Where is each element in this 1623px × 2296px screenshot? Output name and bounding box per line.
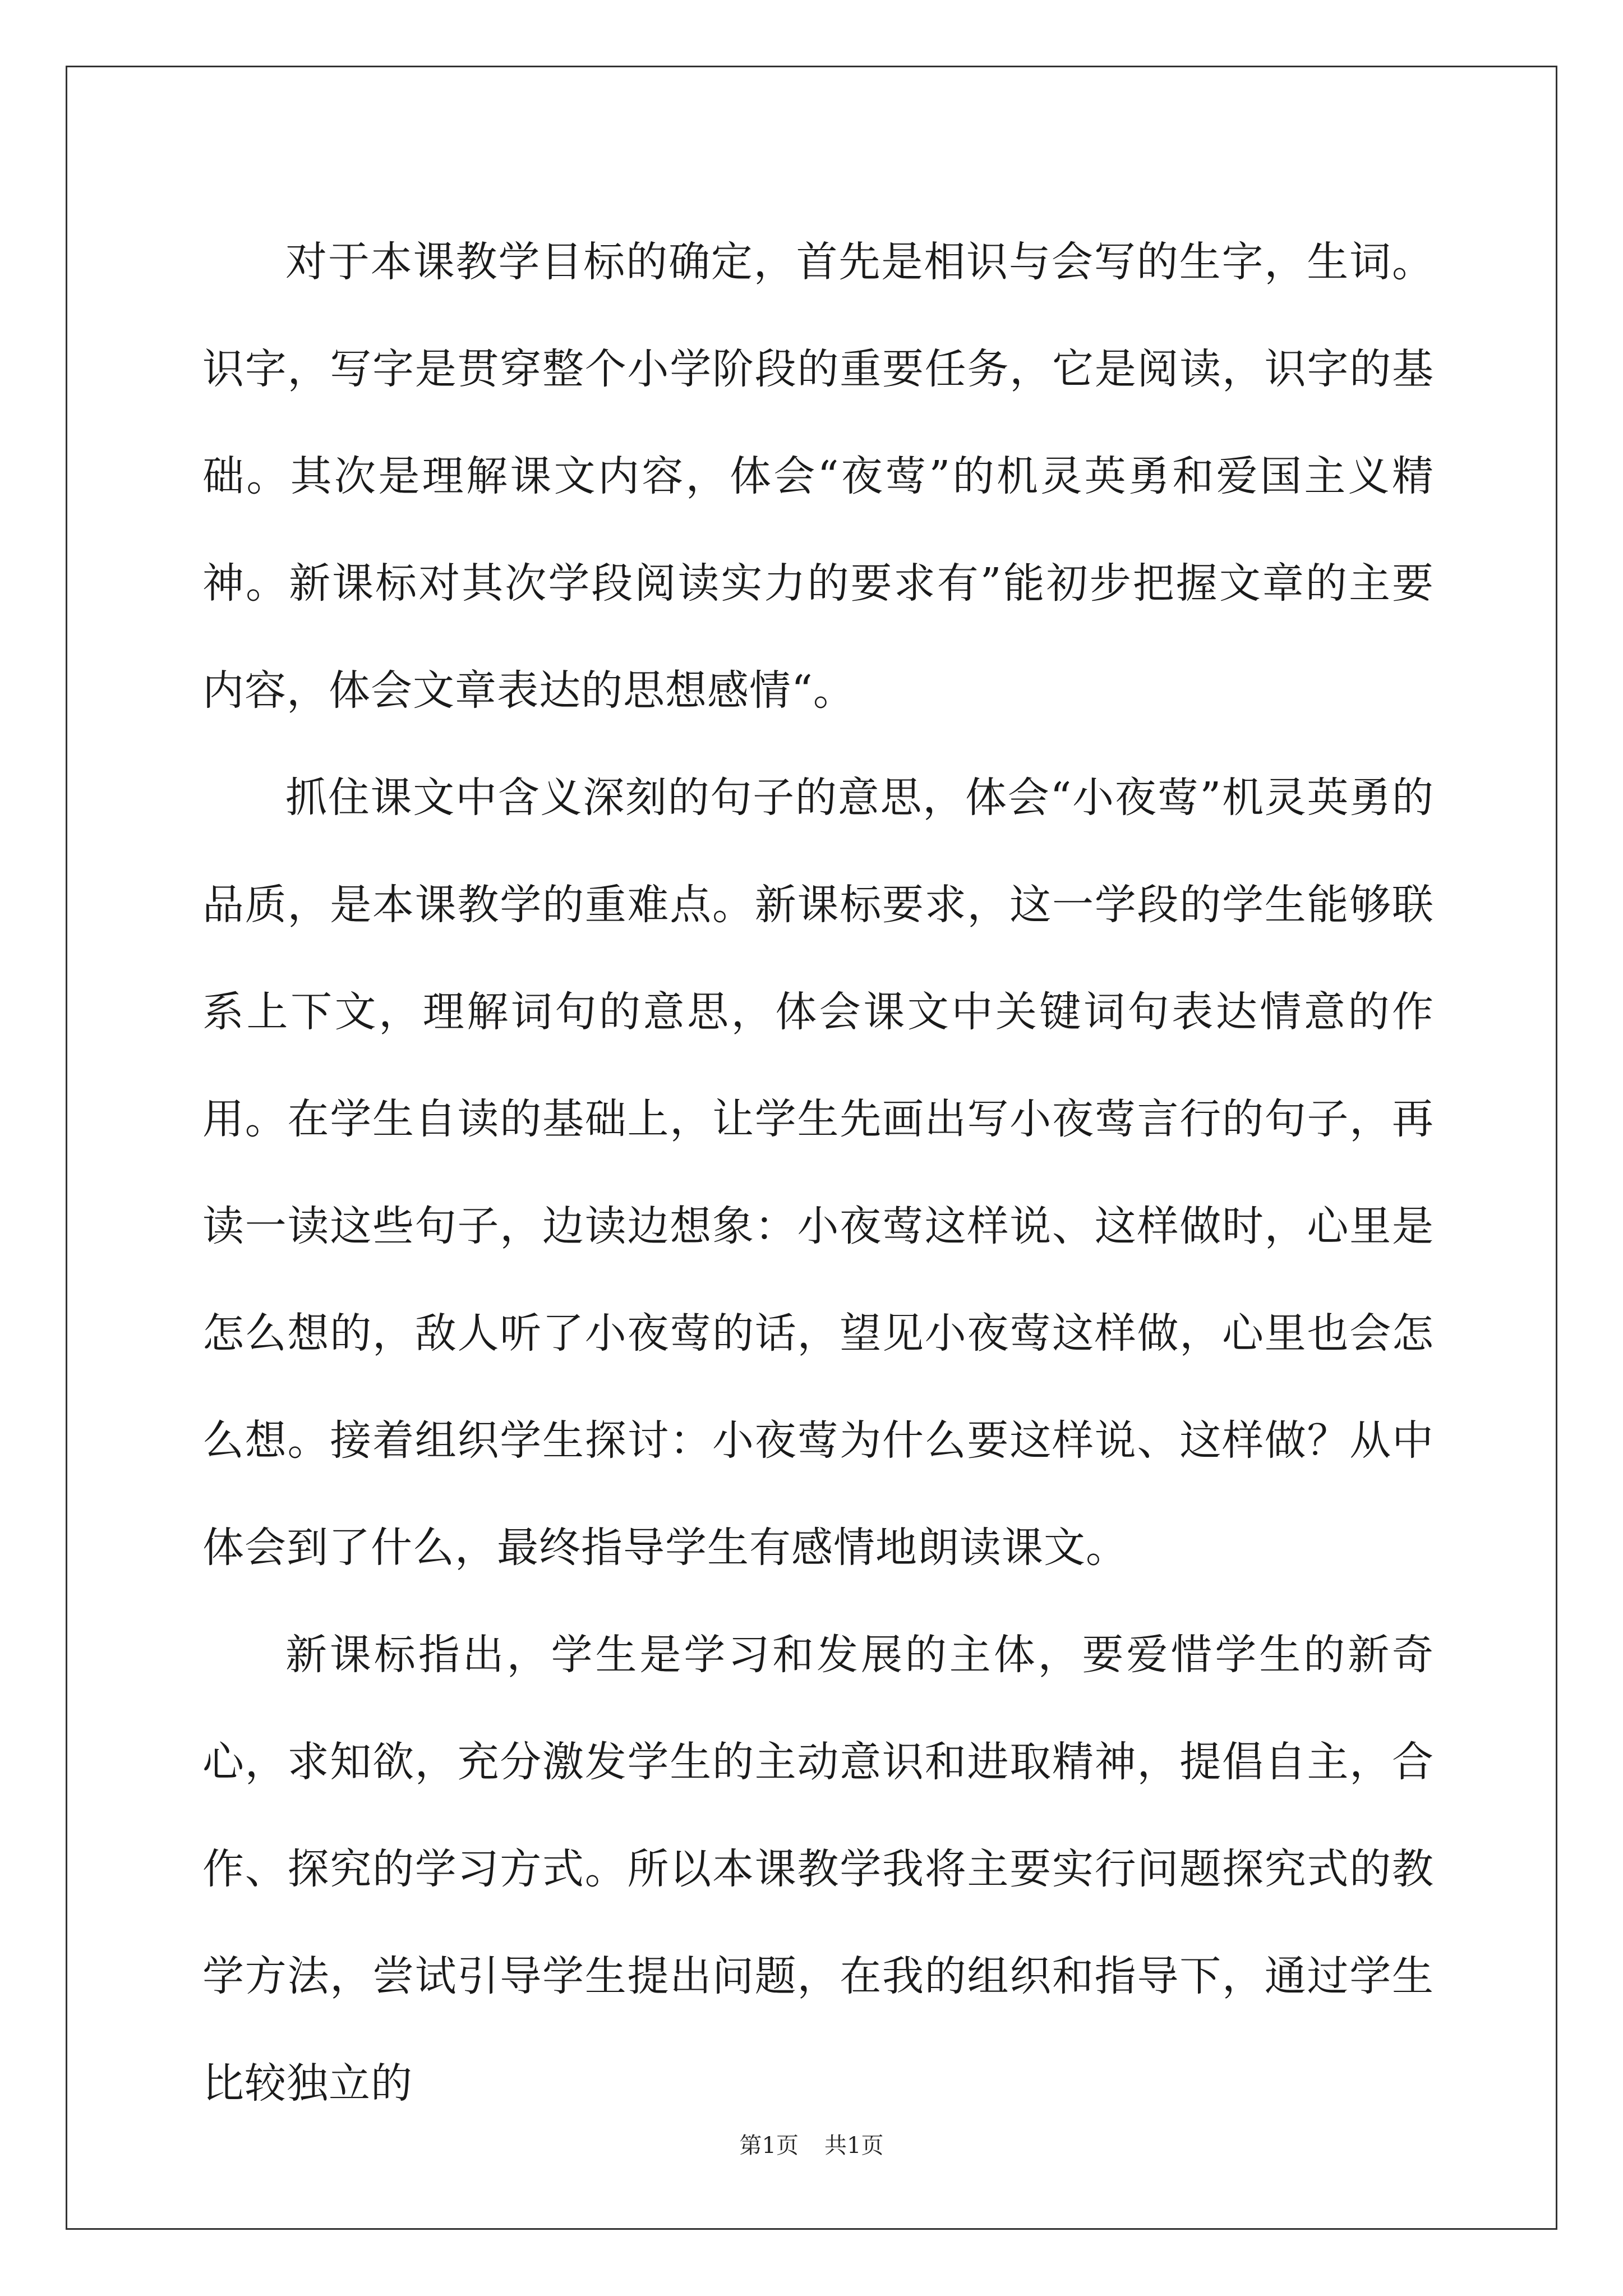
page-number: 第1页 [739,2133,799,2159]
paragraph-2: 抓住课文中含义深刻的句子的意思，体会“小夜莺”机灵英勇的品质，是本课教学的重难点。新课标要求，这一学段的学生能够联系上下文，理解词句的意思，体会课文中关键词句表达情意的作用。在学生自读的基础上，让学生先画出写小夜莺言行的句子，再读一读这些句子，边读边想象：小夜莺这样说、这样做时，心里是怎么想的，敌人听了小夜莺的话，望见小夜莺这样做，心里也会怎么想。接着组织学生探讨：小夜莺为什么要这样说、这样做？从中体会到了什么，最终指导学生有感情地朗读课文。 [202,774,1434,1572]
page-footer [0,2130,1623,2161]
document-body [202,209,1434,2137]
paragraph-1: 对于本课教学目标的确定，首先是相识与会写的生字，生词。识字，写字是贯穿整个小学阶段的重要任务，它是阅读，识字的基础。其次是理解课文内容，体会“夜莺”的机灵英勇和爱国主义精神。新课标对其次学段阅读实力的要求有”能初步把握文章的主要内容，体会文章表达的思想感情“。 [202,238,1434,715]
page-total: 共1页 [824,2133,884,2159]
paragraph-3: 新课标指出，学生是学习和发展的主体，要爱惜学生的新奇心，求知欲，充分激发学生的主动意识和进取精神，提倡自主，合作、探究的学习方式。所以本课教学我将主要实行问题探究式的教学方法，尝试引导学生提出问题，在我的组织和指导下，通过学生比较独立的 [202,1631,1434,2108]
